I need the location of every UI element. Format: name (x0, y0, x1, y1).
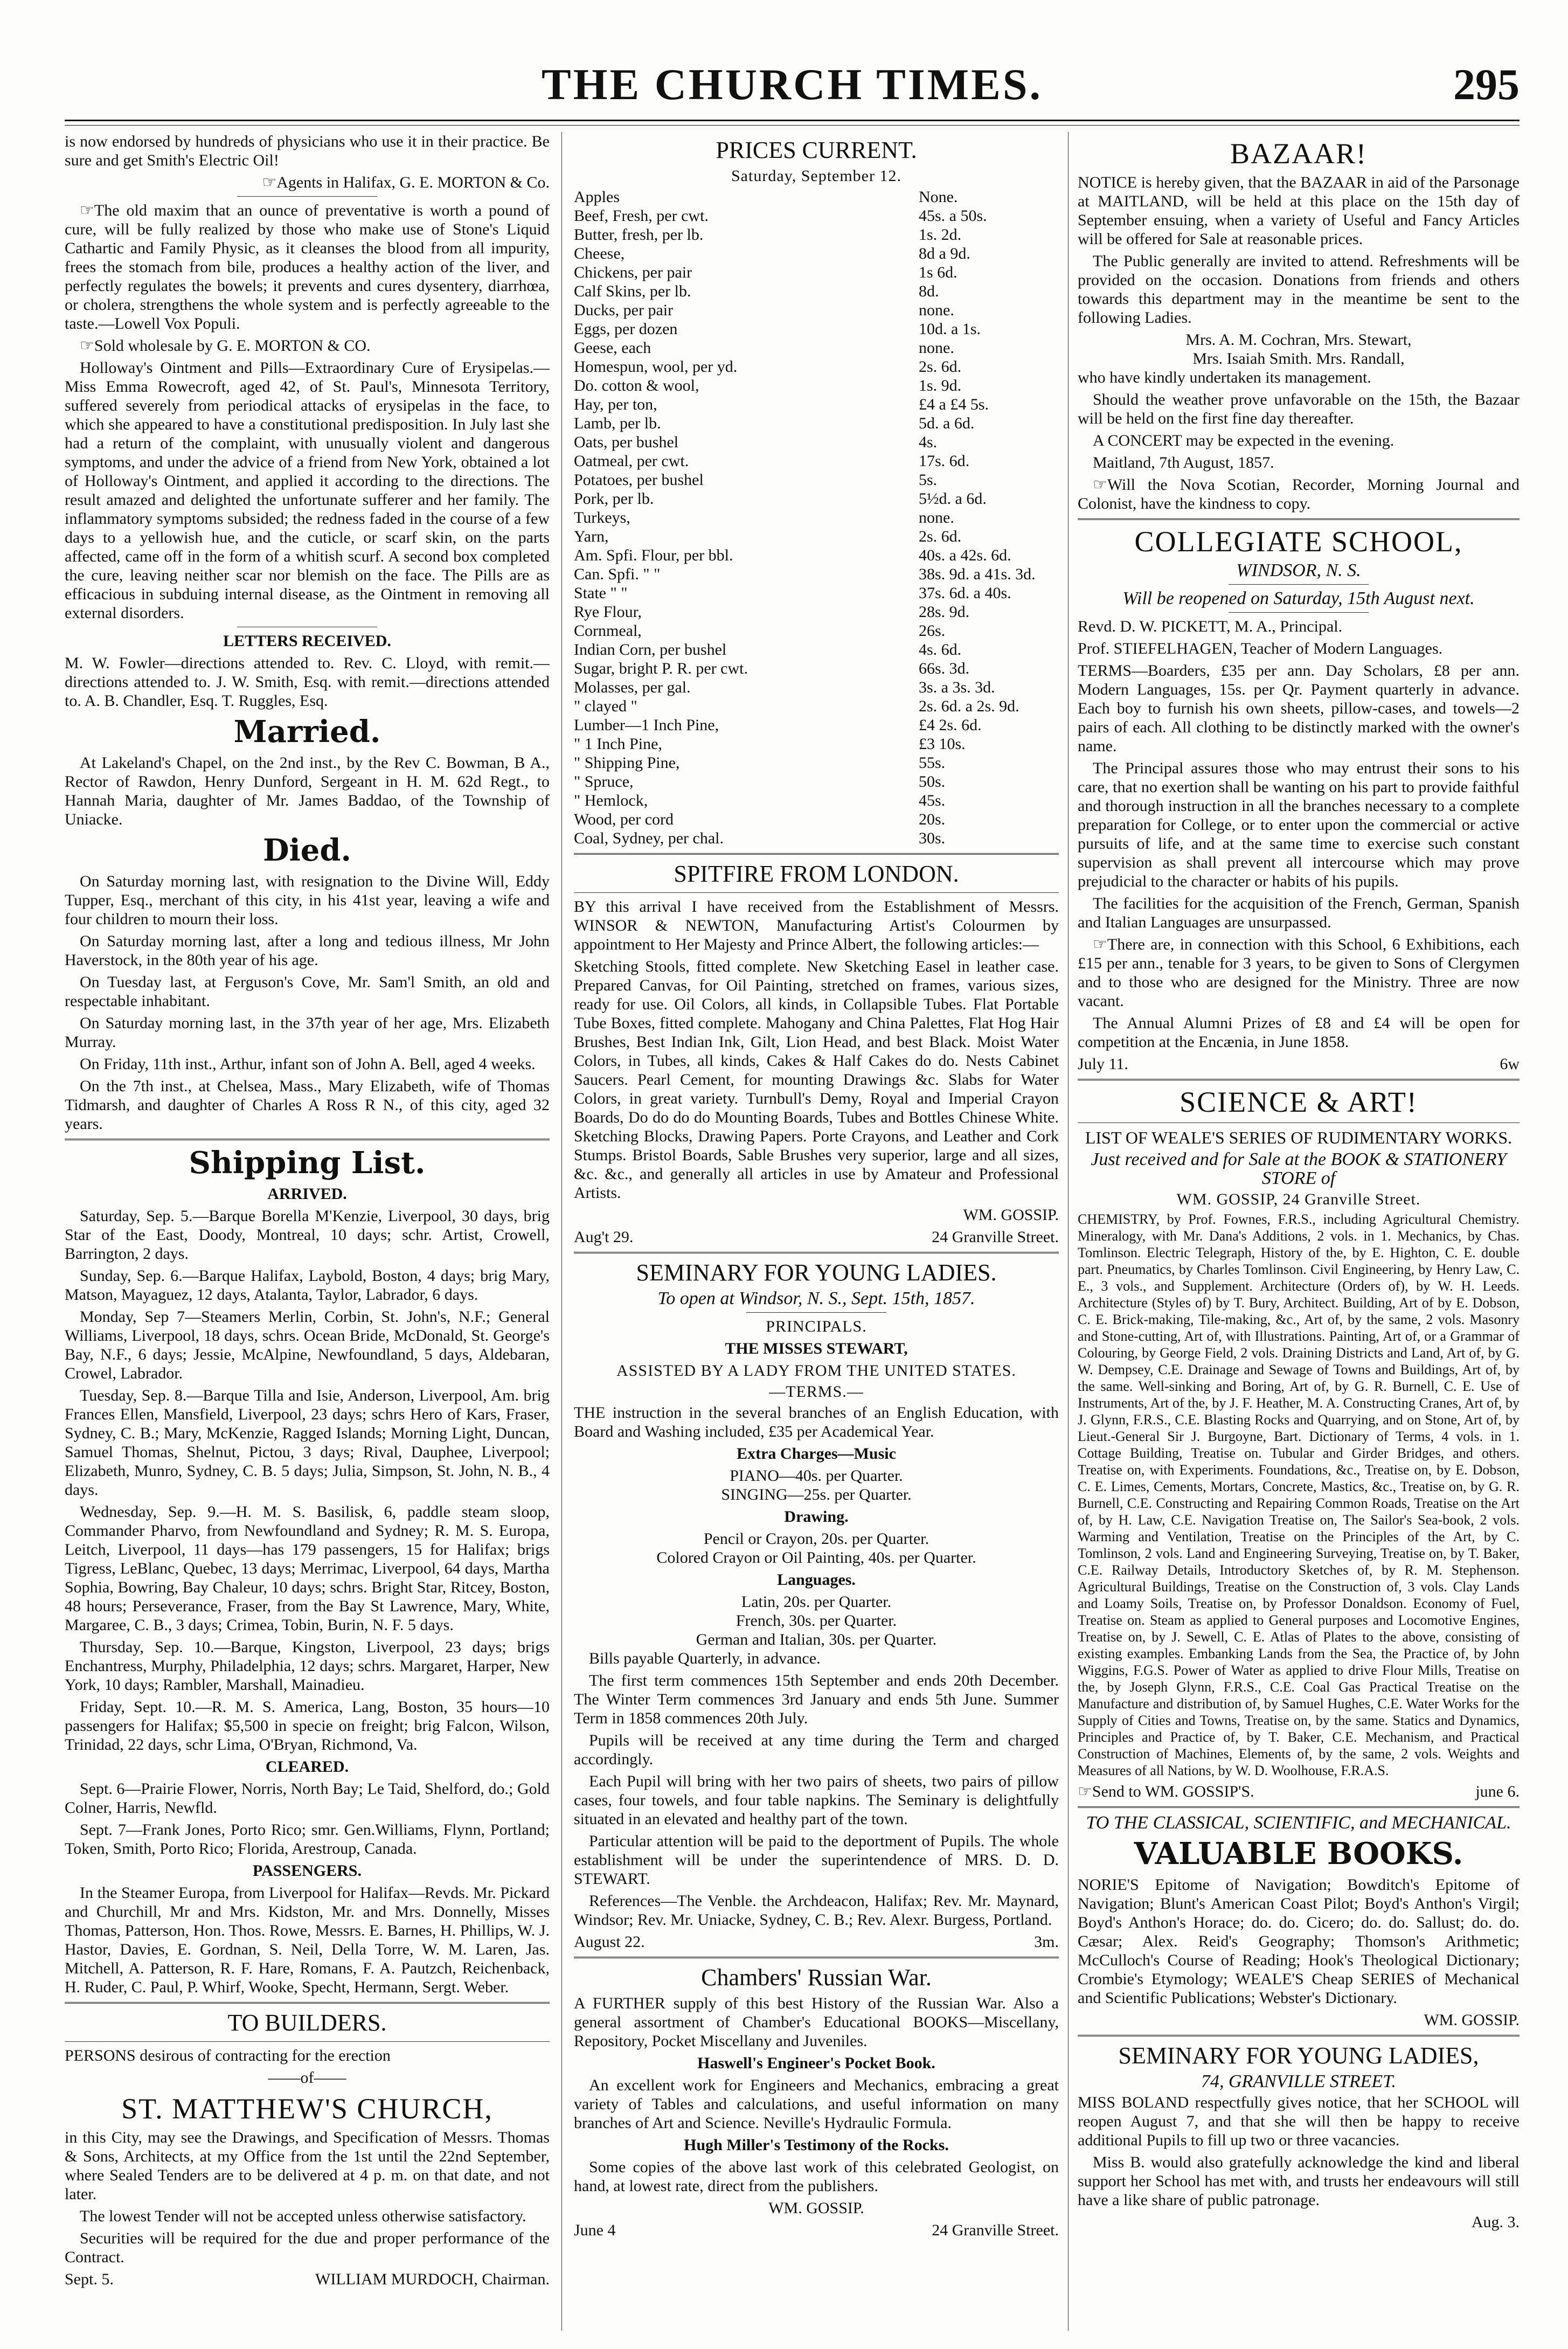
price-value: 1s. 9d. (919, 377, 962, 394)
language-charge: French, 30s. per Quarter. (736, 1612, 897, 1630)
price-item: Pork, per lb. (574, 490, 654, 508)
science-heading: SCIENCE & ART! (1180, 1086, 1418, 1118)
price-value: 40s. a 42s. 6d. (919, 546, 1011, 564)
seminary2-date: Aug. 3. (1471, 2213, 1520, 2231)
married-heading: Married. (233, 714, 381, 750)
arrived-heading: ARRIVED. (267, 1185, 347, 1203)
section-rule (1078, 2035, 1520, 2036)
price-value: 50s. (919, 773, 946, 791)
shipping-entry: Thursday, Sep. 10.—Barque, Kingston, Liverpool, 23 days; brigs Enchantress, Murphy, Philadelphia, 12 days; schrs. Margaret, Harper, New York, 10 days; Rambler, Marshall, Mainadieu. (65, 1638, 550, 1694)
builders-lead: PERSONS desirous of contracting for the erection (65, 2047, 391, 2064)
collegiate-staff: Prof. STIEFELHAGEN, Teacher of Modern Languages. (1078, 640, 1443, 657)
spitfire-footer (574, 1228, 1059, 1246)
price-row (574, 188, 1059, 206)
spitfire-heading: SPITFIRE FROM LONDON. (674, 861, 959, 887)
price-item: Butter, fresh, per lb. (574, 226, 704, 244)
collegiate-date: July 11. (1078, 1055, 1128, 1073)
shipping-heading: Shipping List. (189, 1145, 426, 1181)
price-row (574, 508, 1059, 527)
died-heading: Died. (262, 833, 352, 868)
collegiate-body: The facilities for the acquisition of the French, German, Spanish and Italian Languages are unsurpassed. (1078, 895, 1520, 931)
haswell-heading: Haswell's Engineer's Pocket Book. (697, 2054, 935, 2072)
bazaar-body: Should the weather prove unfavorable on the 15th, the Bazaar will be held on the first fine day thereafter. (1078, 391, 1520, 427)
price-value: 45s. a 50s. (919, 207, 987, 225)
price-row (574, 414, 1059, 433)
price-item: Oats, per bushel (574, 433, 679, 451)
price-value: 2s. 6d. a 2s. 9d. (919, 697, 1019, 715)
collegiate-staff: Revd. D. W. PICKETT, M. A., Principal. (1078, 618, 1343, 635)
seminary-footer (574, 1932, 1059, 1951)
death-notice: On Friday, 11th inst., Arthur, infant son of John A. Bell, aged 4 weeks. (80, 1055, 536, 1073)
separator (237, 196, 377, 197)
builders-heading: TO BUILDERS. (227, 2010, 387, 2036)
principals-heading: PRINCIPALS. (766, 1318, 867, 1335)
price-row (574, 659, 1059, 678)
price-value: £4 a £4 5s. (919, 396, 989, 413)
bazaar-body: NOTICE is hereby given, that the BAZAAR in aid of the Parsonage at MAITLAND, will be held at this place on the 15th day of September ensuing, when a variety of Useful and Fancy Articles will be offered for Sale at reasonable prices. (1078, 174, 1520, 248)
russian-war-heading: Chambers' Russian War. (701, 1964, 932, 1991)
passenger-list: In the Steamer Europa, from Liverpool for Halifax—Revds. Mr. Pickard and Churchill, Mr and Mrs. Kidston, Mr. and Mrs. Donnelly, Misses Thomas, Patterson, Hon. Thos. Rowe, Messrs. E. Barnes, H. Phillips, W. J. Hastor, Davies, E. Gordnan, S. Neil, Della Torre, W. M. Laren, Jas. Mitchell, A. Patterson, R. F. Hare, Romans, F. A. Pautzch, Reichenback, H. Ruder, C. Paul, P. Whirf, Wooke, Specht, Hermann, Sergt. Weber. (65, 1884, 550, 1996)
price-row (574, 263, 1059, 282)
seminary-body: Particular attention will be paid to the deportment of Pupils. The whole establishment will be under the superintendence of MRS. D. D. STEWART. (574, 1832, 1059, 1888)
drawing-heading: Drawing. (784, 1508, 849, 1526)
advert-cathartic: ☞The old maxim that an ounce of preventative is worth a pound of cure, will be fully realized by those who make use of Stone's Liquid Cathartic and Family Physic, as it cleanses the blood from all impurity, frees the stomach from bile, produces a healthy action of the liver, and perfectly regulates the bowels; it prevents and cures dysentery, diarrhœa, or cholera, strengthens the whole system and is perfectly agreeable to the taste.—Lowell Vox Populi. (65, 202, 550, 332)
price-value: 17s. 6d. (919, 452, 970, 470)
spitfire-list: Sketching Stools, fitted complete. New Sketching Easel in leather case. Prepared Canvas, for Oil Painting, stretched on frames, various sizes, ready for use. Oil Colors, all kinds, in Collapsible Tubes. Flat Portable Tube Boxes, fitted complete. Mahogany and China Palettes, Flat Hog Hair Brushes, Best Indian Ink, Gilt, Lion Head, and best Black. Moist Water Colors, in Tubes, all kinds, Cakes & Half Cakes do do. Nests Cabinet Saucers. Pearl Cement, for mounting Drawings &c. Slabs for Water Colors, in great variety. Turnbull's Demy, Royal and Imperial Crayon Boards, Do do do do Mounting Boards, Tubes and Bottles Chinese White. Sketching Blocks, Drawing Papers. Porte Crayons, and Leather and Cork Stumps. Bristol Boards, Sable Brushes very superior, large and all sizes, &c. &c., and generally all articles in use by Amateur and Professional Artists. (574, 958, 1059, 1202)
extra-charge: SINGING—25s. per Quarter. (721, 1486, 912, 1503)
weale-send: ☞Send to WM. GOSSIP'S. (1078, 1783, 1254, 1800)
price-row (574, 753, 1059, 772)
separator (746, 1312, 886, 1313)
price-value: none. (919, 509, 954, 526)
price-item: " clayed " (574, 697, 637, 715)
seminary-subtitle: To open at Windsor, N. S., Sept. 15th, 1857. (657, 1288, 975, 1308)
section-rule (574, 1252, 1059, 1253)
price-row (574, 489, 1059, 508)
shipping-entry: Sunday, Sep. 6.—Barque Halifax, Laybold, Boston, 4 days; brig Mary, Matson, Mayaguez, 12 days, Atalanta, Taylor, Labrador, 6 days. (65, 1267, 550, 1304)
price-item: Calf Skins, per lb. (574, 282, 691, 300)
builders-date: Sept. 5. (65, 2270, 114, 2288)
section-rule (65, 2002, 550, 2004)
shipping-entry: Sept. 7—Frank Jones, Porto Rico; smr. Gen.Williams, Flynn, Portland; Token, Smith, Porto Rico; Florida, Arestroup, Canada. (65, 1821, 550, 1858)
separator (1229, 584, 1369, 585)
language-charge: Latin, 20s. per Quarter. (741, 1593, 892, 1611)
price-item: Rye Flour, (574, 603, 642, 621)
price-row (574, 546, 1059, 565)
price-item: Sugar, bright P. R. per cwt. (574, 660, 748, 677)
shipping-entry: Saturday, Sep. 5.—Barque Borella M'Kenzie, Liverpool, 30 days, brig Star of the East, Doody, Montreal, 10 days; schr. Artist, Crowell, Barrington, 2 days. (65, 1207, 550, 1263)
price-item: Beef, Fresh, per cwt. (574, 207, 709, 225)
price-row (574, 829, 1059, 848)
bazaar-body: A CONCERT may be expected in the evening. (1093, 432, 1394, 449)
collegiate-heading: COLLEGIATE SCHOOL, (1134, 525, 1463, 558)
price-row (574, 810, 1059, 829)
builders-body: Securities will be required for the due and proper performance of the Contract. (65, 2229, 550, 2266)
price-row (574, 584, 1059, 602)
collegiate-opening: Will be reopened on Saturday, 15th August next. (1122, 588, 1475, 608)
price-row (574, 527, 1059, 546)
weale-heading: LIST OF WEALE'S SERIES OF RUDIMENTARY WORKS. (1085, 1128, 1513, 1147)
principals-name: THE MISSES STEWART, (725, 1340, 908, 1357)
section-rule (574, 853, 1059, 855)
price-item: Molasses, per gal. (574, 678, 691, 696)
seminary-body: Pupils will be received at any time during the Term and charged accordingly. (574, 1731, 1059, 1768)
price-value: 2s. 6d. (919, 528, 962, 545)
price-row (574, 716, 1059, 735)
price-value: 8d a 9d. (919, 245, 970, 262)
price-item: Apples (574, 188, 620, 206)
price-value: none. (919, 339, 954, 357)
price-value: 1s 6d. (919, 264, 958, 281)
bazaar-body: The Public generally are invited to attend. Refreshments will be provided on the occasion. Donations from friends and others towards this department may in the meantime be sent to the following Ladies. (1078, 252, 1520, 327)
seminary-date: August 22. (574, 1933, 645, 1951)
married-notice: At Lakeland's Chapel, on the 2nd inst., by the Rev C. Bowman, B A., Rector of Rawdon, Henry Dunford, Sergeant in H. M. 62d Regt., to Hannah Maria, daughter of Mr. James Baddao, of the Township of Uniacke. (65, 754, 550, 828)
seminary2-body: MISS BOLAND respectfully gives notice, that her SCHOOL will reopen August 7, and that she will then be happy to receive additional Pupils to fill up two or three vacancies. (1078, 2094, 1520, 2149)
drawing-charge: Colored Crayon or Oil Painting, 40s. per Quarter. (656, 1549, 976, 1567)
price-item: Can. Spfi. " " (574, 565, 661, 583)
price-item: Oatmeal, per cwt. (574, 452, 689, 470)
price-item: Lamb, per lb. (574, 414, 661, 432)
languages-heading: Languages. (777, 1571, 856, 1589)
collegiate-body: The Principal assures those who may entrust their sons to his care, that no exertion shall be wanting on his part to provide faithful and thorough instruction in all the branches necessary to a complete preparation for College, or to enter upon the commercial or active pursuits of life, and at the same time to exercise such constant supervision as shall prevent all intercourse which may prove prejudicial to the character or habits of his pupils. (1078, 759, 1520, 890)
language-charge: German and Italian, 30s. per Quarter. (696, 1631, 937, 1648)
collegiate-terms: TERMS—Boarders, £35 per ann. Day Scholars, £8 per ann. Modern Languages, 15s. per Qr. Payment quarterly in advance. Each boy to furnish his own sheets, pillow-cases, and towels—2 pairs of each. All clothing to be distinctly marked with the owner's name. (1078, 662, 1520, 755)
price-item: Do. cotton & wool, (574, 377, 699, 394)
section-rule (1078, 1122, 1520, 1123)
extra-heading: Extra Charges—Music (737, 1445, 896, 1463)
section-rule (1078, 1079, 1520, 1080)
price-value: 55s. (919, 754, 946, 772)
price-value: 5d. a 6d. (919, 414, 975, 432)
price-value: 1s. 2d. (919, 226, 962, 244)
price-item: Indian Corn, per bushel (574, 641, 727, 659)
price-item: State " " (574, 584, 628, 602)
russian-war-signature: WM. GOSSIP. (768, 2199, 864, 2217)
price-item: Wood, per cord (574, 810, 674, 828)
advert-signature: ☞Sold wholesale by G. E. MORTON & CO. (80, 337, 371, 355)
seminary2-address: 74, GRANVILLE STREET. (1201, 2071, 1397, 2091)
price-value: 30s. (919, 829, 946, 847)
price-value: 5½d. a 6d. (919, 490, 987, 508)
column-left (65, 132, 550, 2331)
price-row (574, 772, 1059, 791)
price-item: Hay, per ton, (574, 396, 657, 413)
death-notice: On Saturday morning last, after a long and tedious illness, Mr John Haverstock, in the 80th year of his age. (65, 932, 550, 969)
price-item: Cornmeal, (574, 622, 642, 640)
masthead-rule-thin (65, 125, 1520, 126)
russian-war-body: A FURTHER supply of this best History of the Russian War. Also a general assortment of Chamber's Educational BOOKS—Miscellany, Repository, Pocket Miscellany and Juveniles. (574, 1994, 1059, 2050)
prices-table (574, 188, 1059, 848)
bazaar-ladies: Mrs. A. M. Cochran, Mrs. Stewart, (1185, 331, 1412, 349)
seminary-heading: SEMINARY FOR YOUNG LADIES. (636, 1259, 997, 1286)
spitfire-date: Aug't 29. (574, 1228, 634, 1246)
builders-body: in this City, may see the Drawings, and Specification of Messrs. Thomas & Sons, Architects, at my Office from the 1st until the 22nd September, where Sealed Tenders are to be delivered at 4 p. m. on that date, and not later. (65, 2129, 550, 2203)
price-item: " 1 Inch Pine, (574, 735, 662, 753)
bazaar-heading: BAZAAR! (1230, 137, 1367, 170)
section-rule (1078, 1806, 1520, 1808)
price-row (574, 320, 1059, 338)
price-row (574, 565, 1059, 584)
prices-date: Saturday, September 12. (731, 167, 901, 185)
price-value: 10d. a 1s. (919, 320, 981, 338)
price-row (574, 602, 1059, 621)
passengers-heading: PASSENGERS. (252, 1862, 362, 1880)
terms-body: THE instruction in the several branches of an English Education, with Board and Washing included, £35 per Academical Year. (574, 1404, 1059, 1440)
price-row (574, 640, 1059, 659)
valuable-books-heading: VALUABLE BOOKS. (1134, 1836, 1463, 1872)
russian-war-address: 24 Granville Street. (932, 2221, 1059, 2239)
price-row (574, 791, 1059, 810)
page-number: 295 (1453, 60, 1520, 109)
price-item: Am. Spfi. Flour, per bbl. (574, 546, 733, 564)
russian-war-date: June 4 (574, 2221, 616, 2239)
death-notice: On Tuesday last, at Ferguson's Cove, Mr. Sam'l Smith, an old and respectable inhabitant. (65, 973, 550, 1010)
terms-heading: —TERMS.— (769, 1383, 864, 1401)
spitfire-address: 24 Granville Street. (932, 1228, 1059, 1246)
seminary-term: 3m. (1034, 1933, 1059, 1951)
classical-heading: TO THE CLASSICAL, SCIENTIFIC, and MECHANICAL. (1086, 1813, 1511, 1833)
price-row (574, 678, 1059, 697)
price-item: " Shipping Pine, (574, 754, 680, 772)
price-row (574, 452, 1059, 470)
builders-body: The lowest Tender will not be accepted unless otherwise satisfactory. (80, 2207, 526, 2225)
death-notice: On Saturday morning last, with resignation to the Divine Will, Eddy Tupper, Esq., merchant of this city, in his 41st year, leaving a wife and four children to mourn their loss. (65, 872, 550, 928)
extra-charge: PIANO—40s. per Quarter. (730, 1467, 903, 1485)
masthead (65, 59, 1520, 119)
price-value: 2s. 6d. (919, 358, 962, 376)
builders-signature: WILLIAM MURDOCH, Chairman. (315, 2270, 550, 2288)
section-rule (574, 1957, 1059, 1958)
price-item: Eggs, per dozen (574, 320, 678, 338)
separator (1229, 612, 1369, 613)
price-item: Lumber—1 Inch Pine, (574, 716, 719, 734)
bazaar-note: ☞Will the Nova Scotian, Recorder, Morning Journal and Colonist, have the kindness to copy. (1078, 476, 1520, 512)
price-item: " Spruce, (574, 773, 634, 791)
price-value: £4 2s. 6d. (919, 716, 982, 734)
price-row (574, 225, 1059, 244)
weale-shop: WM. GOSSIP, 24 Granville Street. (1176, 1190, 1421, 1208)
collegiate-body: ☞There are, in connection with this School, 6 Exhibitions, each £15 per ann., tenable for 3 years, to be given to Sons of Clergymen and to those who are designed for the Ministry. Three are now vacant. (1078, 936, 1520, 1010)
seminary-body: Bills payable Quarterly, in advance. (589, 1650, 821, 1667)
haswell-body: An excellent work for Engineers and Mechanics, embracing a great variety of Tables and calculations, and useful information on many branches of Art and Science. Neville's Hydraulic Formula. (574, 2076, 1059, 2132)
collegiate-term: 6w (1500, 1055, 1520, 1073)
assisted-by: ASSISTED BY A LADY FROM THE UNITED STATES. (616, 1362, 1016, 1380)
price-row (574, 206, 1059, 225)
advert-electric-oil: is now endorsed by hundreds of physicians who use it in their practice. Be sure and get Smith's Electric Oil! (65, 133, 550, 169)
section-rule (65, 2041, 550, 2042)
russian-war-footer (574, 2221, 1059, 2240)
price-value: 4s. (919, 433, 938, 451)
builders-footer (65, 2270, 550, 2289)
weale-subtitle: Just received and for Sale at the BOOK & STATIONERY STORE of (1091, 1149, 1507, 1188)
weale-date: june 6. (1475, 1783, 1520, 1800)
weale-body: CHEMISTRY, by Prof. Fownes, F.R.S., including Agricultural Chemistry. Mineralogy, with Mr. Dana's Additions, 2 vols. in 1. Mechanics, by Chas. Tomlinson. Electric Telegraph, History of the, by E. Highton, C. E. double part. Pneumatics, by Charles Tomlinson. Civil Engineering, by Henry Law, C. E., 3 vols., and Supplement. Architecture (Orders of), by W. H. Leeds. Architecture (Styles of) by T. Bury, Architect. Building, Art of by E. Dobson, C. E. Brick-making, Tile-making, &c., Art of, by the same, 2 vols. Masonry and Stone-cutting, Art of, with Illustrations. Painting, Art of, or a Grammar of Colouring, by George Field, 2 vols. Draining Districts and Land, Art of, by G. W. Dempsey, C.E. Drainage and Sewage of Towns and Buildings, Art of, by the same. Well-sinking and Boring, Art of, by G. R. Burnell, C. E. Use of Instruments, Art of the, by J. F. Heather, M. A. Constructing Cranes, Art of, by J. Glynn, F.R.S., C.E. Blasting Rocks and Quarrying, and on Stone, Art of, by Lieut.-General Sir J. Burgoyne, Bart. Dictionary of Terms, 4 vols. in 1. Cottage Building, Treatise on. Tubular and Girder Bridges, and others. Treatise on, with Experiments. Foundations, &c., Treatise on, by E. Dobson, C. E. Limes, Cements, Mortars, Concrete, Mastics, &c., Treatise on, by G. R. Burnell, C.E. Constructing and Repairing Common Roads, Treatise on the Art of, by H. Law, C.E. Navigation Treatise on, The Sailor's Sea-book, 2 vols. Warming and Ventilation, Treatise on the Principles of the Art, by C. Tomlinson, 2 vols. Land and Engineering Surveying, Treatise on, by T. Baker, C.E. Railway Details, Introductory Sketches of, by R. M. Stephenson. Agricultural Buildings, Treatise on the Construction of, 3 vols. Clay Lands and Loamy Soils, Treatise on, by Professor Donaldson. Economy of Fuel, Treatise on. Steam as applied to General purposes and Locomotive Engines, Treatise on, by J. Sewell, C. E. Atlas of Plates to the above, consisting of existing examples. Embanking Lands from the Sea, the Practice of, by John Wiggins, F.G.S. Power of Water as applied to drive Flour Mills, Treatise on the, by Joseph Glynn, F.R.S., C.E. Coal Gas Practical Treatise on the Manufacture and distribution of, by Samuel Hughes, C.E. Water Works for the Supply of Cities and Towns, Treatise on, by the same. Statics and Dynamics, Principles and Practice of, by T. Baker, C.E. Mechanism, and Practical Construction of Machines, Elements of, by the same, 2 vols. Weights and Measures of all Nations, by W. D. Woolhouse, F.R.A.S. (1078, 1211, 1520, 1778)
price-item: Coal, Sydney, per chal. (574, 829, 724, 847)
prices-heading: PRICES CURRENT. (716, 137, 917, 163)
advert-signature: ☞Agents in Halifax, G. E. MORTON & Co. (262, 174, 550, 191)
collegiate-body: The Annual Alumni Prizes of £8 and £4 will be open for competition at the Encænia, in June 1858. (1078, 1014, 1520, 1051)
advert-holloway: Holloway's Ointment and Pills—Extraordinary Cure of Erysipelas.—Miss Emma Rowecroft, aged 42, of St. Paul's, Minnesota Territory, suffered severely from periodical attacks of erysipelas in the face, to which she appeared to have a constitutional predisposition. In July last she had a return of the complaint, with unusually violent and dangerous symptoms, and under the advice of a friend from New York, obtained a lot of Holloway's Ointment, and applied it according to the directions. The result amazed and delighted the unfortunate sufferer and her family. The inflammatory symptoms subsided; the redness faded in the course of a few days to a yellowish hue, and the cuticle, or scarf skin, on the parts affected, came off in the form of a whitish scurf. A second box completed the cure, leaving neither scar nor blemish on the face. The Pills are as efficacious in subduing internal disease, as the Ointment in removing all external disorders. (65, 359, 550, 622)
builders-of: ——of—— (268, 2069, 346, 2087)
shipping-entry: Wednesday, Sep. 9.—H. M. S. Basilisk, 6, paddle steam sloop, Commander Pharvo, from Newfoundland and Sydney; R. M. S. Europa, Leitch, Liverpool, 11 days—has 179 passengers, 15 for Halifax; brigs Tigress, LeBlanc, Quebec, 13 days; Merrimac, Liverpool, 64 days, Martha Sophia, Bowring, Bay Chaleur, 10 days; schrs. Bright Star, Ritcey, Boston, 48 hours; Perseverance, Fraser, from the Bay St Lawrence, Mary, White, Margaree, C. B., 3 days; Crimea, Tobin, Burin, N. F. 5 days. (65, 1503, 550, 1634)
shipping-entry: Sept. 6—Prairie Flower, Norris, North Bay; Le Taid, Shelford, do.; Gold Colner, Harris, Newfld. (65, 1780, 550, 1817)
spitfire-body: BY this arrival I have received from the Establishment of Messrs. WINSOR & NEWTON, Manufacturing Artist's Colourmen by appointment to Her Majesty and Prince Albert, the following articles:— (574, 898, 1059, 953)
letters-heading: LETTERS RECEIVED. (223, 632, 391, 650)
death-notice: On Saturday morning last, in the 37th year of her age, Mrs. Elizabeth Murray. (65, 1014, 550, 1051)
price-value: 28s. 9d. (919, 603, 970, 621)
shipping-entry: Tuesday, Sep. 8.—Barque Tilla and Isie, Anderson, Liverpool, Am. brig Frances Ellen, Mansfield, Liverpool, 23 days; schrs Hero of Kars, Fraser, Sydney, C. B.; Mary, McKenzie, Ragged Islands; Morning Light, Duncan, Samuel Thomas, Shelnut, Pictou, 3 days; Rival, Dauphee, Liverpool; Elizabeth, Munro, Sydney, C. B. 5 days; Julia, Simpson, St. John, N. B., 4 days. (65, 1387, 550, 1499)
price-value: 3s. a 3s. 3d. (919, 678, 995, 696)
bazaar-ladies: Mrs. Isaiah Smith. Mrs. Randall, (1192, 350, 1405, 368)
price-row (574, 282, 1059, 301)
death-notice: On the 7th inst., at Chelsea, Mass., Mary Elizabeth, wife of Thomas Tidmarsh, and daughter of Charles A Ross R N., of this city, aged 32 years. (65, 1077, 550, 1133)
column-right (1078, 132, 1520, 2331)
masthead-rule (65, 120, 1520, 121)
price-row (574, 357, 1059, 376)
shipping-entry: Friday, Sept. 10.—R. M. S. America, Lang, Boston, 35 hours—10 passengers for Halifax; $5,500 in specie on freight; brig Falcon, Wilson, Trinidad, 22 days, schr Lima, O'Bryan, Richmond, Va. (65, 1698, 550, 1754)
weale-footer (1078, 1782, 1520, 1801)
bazaar-body: who have kindly undertaken its management. (1078, 369, 1371, 386)
seminary-body: Each Pupil will bring with her two pairs of sheets, two pairs of pillow cases, four towels, and four table napkins. The Seminary is delightfully situated in an elevated and healthy part of the town. (574, 1772, 1059, 1828)
price-row (574, 301, 1059, 320)
seminary-references: References—The Venble. the Archdeacon, Halifax; Rev. Mr. Maynard, Windsor; Rev. Mr. Uniacke, Sydney, C. B.; Rev. Alexr. Burgess, Portland. (574, 1892, 1059, 1929)
section-rule (574, 892, 1059, 893)
price-item: Yarn, (574, 528, 609, 545)
seminary2-body: Miss B. would also gratefully acknowledge the kind and liberal support her School has met with, and trusts her endeavours will still have a like share of public patronage. (1078, 2153, 1520, 2209)
church-name: ST. MATTHEW'S CHURCH, (121, 2092, 493, 2125)
shipping-entry: Monday, Sep 7—Steamers Merlin, Corbin, St. John's, N.F.; General Williams, Liverpool, 18 days, schrs. Ocean Bride, McDonald, St. George's Bay, N.F., 6 days; Jessie, McAlpine, Newfoundland, 5 days, Aldebaran, Crowel, Labrador. (65, 1308, 550, 1382)
price-value: 5s. (919, 471, 938, 489)
valuable-books-body: NORIE'S Epitome of Navigation; Bowditch's Epitome of Navigation; Blunt's American Coast Pilot; Boyd's Anthon's Virgil; Boyd's Anthon's Horace; do. do. Cicero; do. do. Sallust; do. do. Cæsar; Alex. Reid's Geography; Thomson's Arithmetic; McCulloch's Course of Reading; Hook's Theological Dictionary; Crombie's Etymology; WEALE'S Cheap SERIES of Mechanical and Scientific Publications; Webster's Dictionary. (1078, 1876, 1520, 2007)
column-divider (1068, 132, 1069, 2331)
price-item: " Hemlock, (574, 792, 648, 809)
price-value: None. (919, 188, 958, 206)
column-divider (561, 132, 562, 2331)
price-item: Cheese, (574, 245, 625, 262)
price-value: 45s. (919, 792, 946, 809)
seminary-body: The first term commences 15th September and ends 20th December. The Winter Term commences 3rd January and ends 5th June. Summer Term in 1858 commences 20th July. (574, 1672, 1059, 1727)
cleared-heading: CLEARED. (265, 1758, 349, 1776)
section-rule (1078, 518, 1520, 520)
price-row (574, 697, 1059, 716)
spitfire-signature: WM. GOSSIP. (963, 1206, 1059, 1224)
collegiate-footer (1078, 1055, 1520, 1073)
price-value: 66s. 3d. (919, 660, 970, 677)
miller-heading: Hugh Miller's Testimony of the Rocks. (684, 2136, 949, 2154)
price-item: Chickens, per pair (574, 264, 692, 281)
price-value: 4s. 6d. (919, 641, 962, 659)
newspaper-title: THE CHURCH TIMES. (542, 60, 1043, 109)
price-value: 38s. 9d. a 41s. 3d. (919, 565, 1036, 583)
price-row (574, 338, 1059, 357)
price-item: Turkeys, (574, 509, 630, 526)
price-row (574, 244, 1059, 263)
price-value: 37s. 6d. a 40s. (919, 584, 1011, 602)
price-row (574, 395, 1059, 414)
seminary2-heading: SEMINARY FOR YOUNG LADIES, (1118, 2042, 1479, 2069)
price-item: Ducks, per pair (574, 301, 674, 319)
price-value: 26s. (919, 622, 946, 640)
bazaar-date: Maitland, 7th August, 1857. (1093, 454, 1274, 472)
drawing-charge: Pencil or Crayon, 20s. per Quarter. (703, 1530, 929, 1548)
price-item: Potatoes, per bushel (574, 471, 704, 489)
price-value: 20s. (919, 810, 946, 828)
miller-body: Some copies of the above last work of this celebrated Geologist, on hand, at lowest rate, direct from the publishers. (574, 2158, 1059, 2195)
price-item: Geese, each (574, 339, 651, 357)
collegiate-place: WINDSOR, N. S. (1236, 560, 1361, 580)
price-item: Homespun, wool, per yd. (574, 358, 738, 376)
price-value: 8d. (919, 282, 939, 300)
price-row (574, 376, 1059, 395)
price-value: none. (919, 301, 954, 319)
price-row (574, 470, 1059, 489)
price-value: £3 10s. (919, 735, 966, 753)
price-row (574, 433, 1059, 452)
letters-received: M. W. Fowler—directions attended to. Rev. C. Lloyd, with remit.—directions attended to. J. W. Smith, Esq. with remit.—directions attended to. A. B. Chandler, Esq. T. Ruggles, Esq. (65, 654, 550, 710)
valuable-books-signature: WM. GOSSIP. (1424, 2011, 1520, 2029)
price-row (574, 735, 1059, 753)
section-rule (65, 1139, 550, 1140)
column-middle (574, 132, 1059, 2331)
price-row (574, 621, 1059, 640)
